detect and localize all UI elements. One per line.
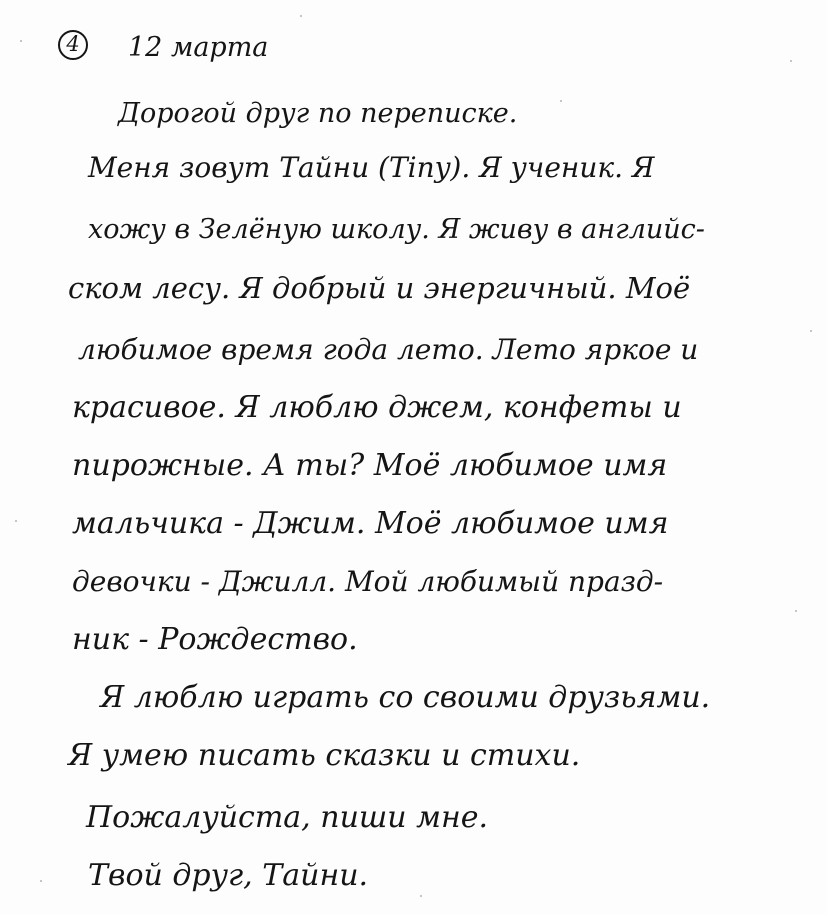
paper-speck (420, 895, 422, 897)
letter-line-8: девочки - Джилл. Мой любимый празд- (72, 565, 664, 598)
paper-speck (790, 60, 792, 62)
letter-signoff: Твой друг, Тайни. (88, 858, 369, 893)
paper-speck (40, 880, 42, 882)
letter-line-12: Пожалуйста, пиши мне. (86, 800, 489, 835)
paper-speck (810, 330, 812, 332)
letter-line-3: ском лесу. Я добрый и энергичный. Моё (68, 271, 691, 305)
paper-speck (15, 520, 17, 522)
paper-speck (300, 15, 302, 17)
letter-line-9: ник - Рождество. (72, 622, 358, 657)
letter-date: 12 марта (128, 32, 269, 63)
paper-speck (560, 100, 562, 102)
letter-number: 4 (58, 30, 88, 60)
letter-line-5: красивое. Я люблю джем, конфеты и (72, 390, 682, 425)
paper-speck (20, 40, 22, 42)
letter-line-1: Меня зовут Тайни (Tiny). Я ученик. Я (88, 151, 655, 184)
paper-speck (795, 610, 797, 612)
letter-salutation: Дорогой друг по переписке. (118, 98, 518, 129)
letter-line-10: Я люблю играть со своими друзьями. (100, 680, 711, 715)
letter-line-4: любимое время года лето. Лето яркое и (78, 333, 699, 366)
letter-line-6: пирожные. А ты? Моё любимое имя (72, 448, 668, 483)
letter-line-7: мальчика - Джим. Моё любимое имя (72, 506, 669, 541)
letter-line-11: Я умею писать сказки и стихи. (68, 738, 581, 773)
letter-line-2: хожу в Зелёную школу. Я живу в английс- (88, 214, 705, 245)
